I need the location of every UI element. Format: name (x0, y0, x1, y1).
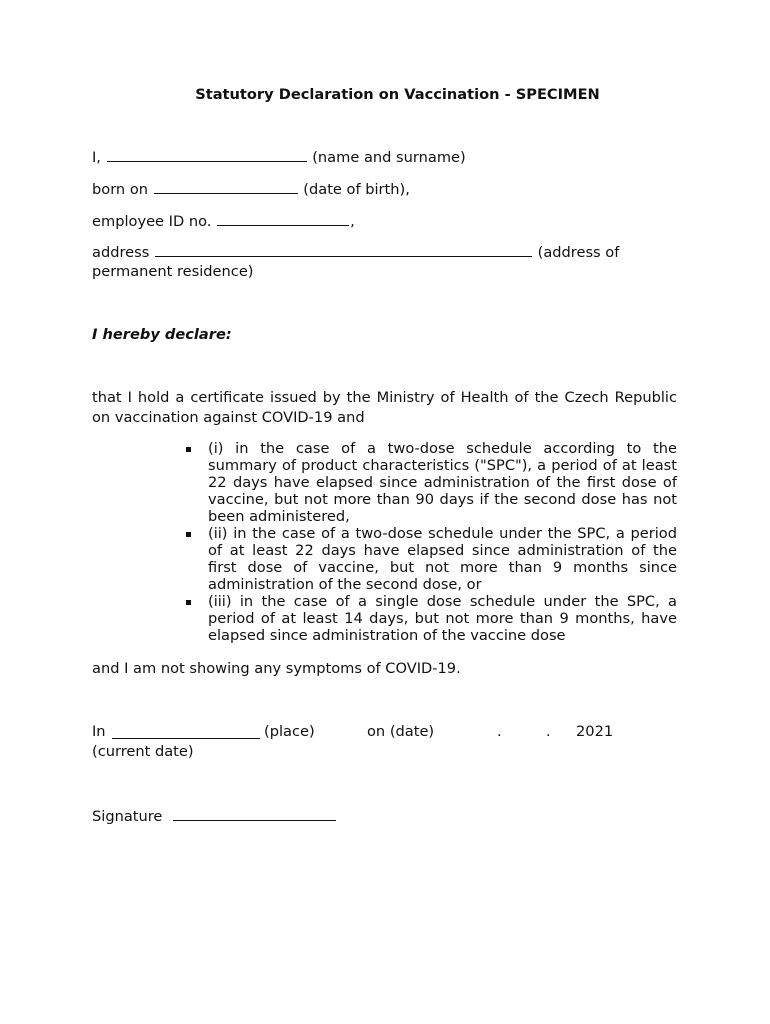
signature-blank[interactable] (173, 806, 336, 821)
bullet-icon (186, 447, 191, 452)
name-blank[interactable] (107, 147, 307, 162)
place-date-line (92, 722, 692, 742)
place-prefix: In (92, 723, 106, 740)
employee-suffix: , (350, 213, 355, 230)
date-dot-day: . (497, 723, 502, 740)
intro-paragraph: that I hold a certificate issued by the Ministry of Health of the Czech Republic on vaccination against COVID-19 and (92, 389, 677, 426)
date-dot-month: . (546, 723, 551, 740)
document-title: Statutory Declaration on Vaccination - SPECIMEN (195, 86, 600, 103)
symptoms-statement: and I am not showing any symptoms of COVID-19. (92, 660, 461, 677)
employee-id-line (92, 211, 355, 232)
place-label: (place) (264, 723, 315, 740)
condition-item (185, 593, 677, 644)
condition-item (185, 525, 677, 593)
bullet-icon (186, 532, 191, 537)
name-line (92, 147, 466, 168)
born-label: (date of birth), (303, 181, 410, 198)
condition-text: (iii) in the case of a single dose schedule under the SPC, a period of at least 14 days, but not more than 9 months, have elapsed since administration of the vaccine dose (208, 593, 677, 644)
address-line (92, 242, 619, 263)
condition-text: (ii) in the case of a two-dose schedule under the SPC, a period of at least 22 days have elapsed since administration of the first dose of vaccine, but not more than 9 months since administration of the second dose, or (208, 525, 677, 593)
birth-date-blank[interactable] (154, 179, 298, 194)
address-label-continuation: permanent residence) (92, 263, 254, 280)
name-prefix: I, (92, 149, 101, 166)
signature-label: Signature (92, 808, 163, 825)
year-value: 2021 (576, 723, 614, 740)
condition-text: (i) in the case of a two-dose schedule according to the summary of product characteristics ("SPC"), a period of at least 22 days have elapsed since administration of the first dose of vaccine, but not more than 90 days if the second dose has not been administered, (208, 440, 677, 525)
place-blank[interactable] (112, 724, 260, 739)
current-date-label: (current date) (92, 743, 194, 760)
bullet-icon (186, 600, 191, 605)
date-label: on (date) (367, 723, 435, 740)
conditions-list (185, 440, 677, 644)
employee-id-blank[interactable] (217, 211, 349, 226)
address-prefix: address (92, 244, 150, 261)
employee-prefix: employee ID no. (92, 213, 212, 230)
signature-line (92, 806, 337, 827)
born-prefix: born on (92, 181, 149, 198)
declare-heading: I hereby declare: (92, 326, 232, 343)
condition-item (185, 440, 677, 525)
address-label: (address of (537, 244, 620, 261)
birth-line (92, 179, 410, 200)
address-blank[interactable] (155, 242, 532, 257)
name-label: (name and surname) (312, 149, 466, 166)
